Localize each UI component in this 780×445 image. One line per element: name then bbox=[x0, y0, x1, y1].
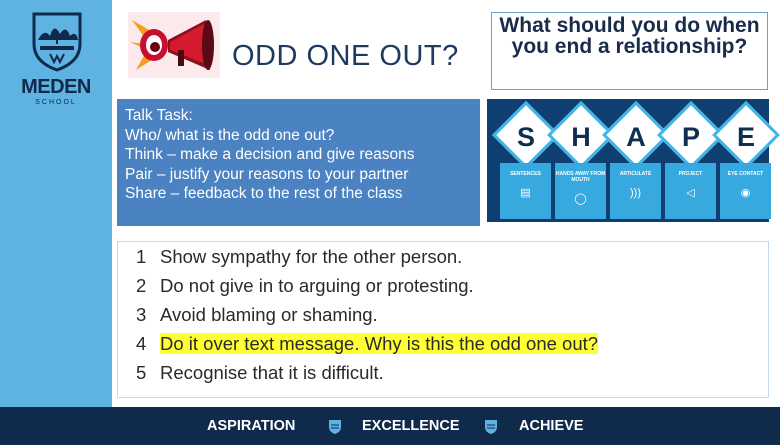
footer-banner bbox=[0, 407, 780, 445]
shape-letter: S bbox=[516, 122, 535, 152]
eye-icon: ◉ bbox=[740, 187, 751, 199]
shape-panel-sentences bbox=[500, 163, 551, 219]
shape-letter: P bbox=[681, 122, 700, 152]
panel-title: ARTICULATE bbox=[619, 171, 652, 177]
list-item bbox=[136, 246, 462, 268]
talk-task-line: Think – make a decision and give reasons bbox=[125, 146, 415, 163]
school-subtitle: SCHOOL bbox=[35, 99, 77, 106]
question-box bbox=[491, 12, 768, 90]
footer-achieve: ACHIEVE bbox=[519, 418, 584, 434]
answer-list bbox=[117, 241, 769, 398]
slide-title: ODD ONE OUT? bbox=[232, 40, 459, 72]
talk-task-heading: Talk Task: bbox=[125, 107, 193, 124]
megaphone-icon: ◁ bbox=[686, 187, 695, 199]
shield-icon bbox=[328, 419, 342, 435]
list-item bbox=[136, 333, 598, 355]
shape-panel-articulate bbox=[610, 163, 661, 219]
shape-panel-eye-contact bbox=[720, 163, 771, 219]
list-number: 4 bbox=[136, 333, 147, 354]
list-item bbox=[136, 275, 474, 297]
panel-title: HANDS AWAY FROM MOUTH bbox=[555, 171, 606, 183]
school-name: MEDEN bbox=[21, 76, 91, 98]
shape-graphic bbox=[487, 99, 769, 222]
sound-waves-icon: ))) bbox=[630, 187, 641, 199]
list-text: Show sympathy for the other person. bbox=[160, 246, 463, 267]
question-text: What should you do when you end a relationship? bbox=[499, 14, 760, 58]
shape-letter: A bbox=[626, 122, 646, 152]
list-number: 3 bbox=[136, 304, 147, 325]
list-item bbox=[136, 304, 378, 326]
panel-title: PROJECT bbox=[678, 171, 703, 177]
talk-task-line: Share – feedback to the rest of the class bbox=[125, 185, 403, 202]
school-crest-icon bbox=[30, 10, 84, 72]
shape-panel-hands bbox=[555, 163, 606, 219]
list-text: Avoid blaming or shaming. bbox=[160, 304, 378, 325]
panel-title: EYE CONTACT bbox=[727, 171, 764, 177]
list-number: 2 bbox=[136, 275, 147, 296]
talk-task-line: Who/ what is the odd one out? bbox=[125, 126, 335, 144]
lips-icon: ◯ bbox=[574, 193, 587, 205]
shield-icon bbox=[484, 419, 498, 435]
shape-panel-project bbox=[665, 163, 716, 219]
school-sidebar bbox=[0, 0, 112, 407]
shape-letter: E bbox=[736, 122, 755, 152]
list-number: 5 bbox=[136, 362, 147, 383]
footer-excellence: EXCELLENCE bbox=[362, 418, 460, 434]
talk-task-line: Pair – justify your reasons to your partner bbox=[125, 165, 409, 183]
list-number: 1 bbox=[136, 246, 147, 267]
highlighted-list-text: Do it over text message. Why is this the odd one out? bbox=[160, 333, 599, 354]
speech-bubble-icon: ▤ bbox=[520, 187, 531, 199]
list-text: Recognise that it is difficult. bbox=[160, 362, 384, 383]
shape-letter: H bbox=[571, 122, 591, 152]
talk-task-box bbox=[117, 99, 480, 226]
list-text: Do not give in to arguing or protesting. bbox=[160, 275, 474, 296]
megaphone-shouting-icon bbox=[128, 12, 220, 78]
list-item bbox=[136, 362, 384, 384]
panel-title: SENTENCES bbox=[510, 171, 541, 177]
footer-aspiration: ASPIRATION bbox=[207, 418, 296, 434]
